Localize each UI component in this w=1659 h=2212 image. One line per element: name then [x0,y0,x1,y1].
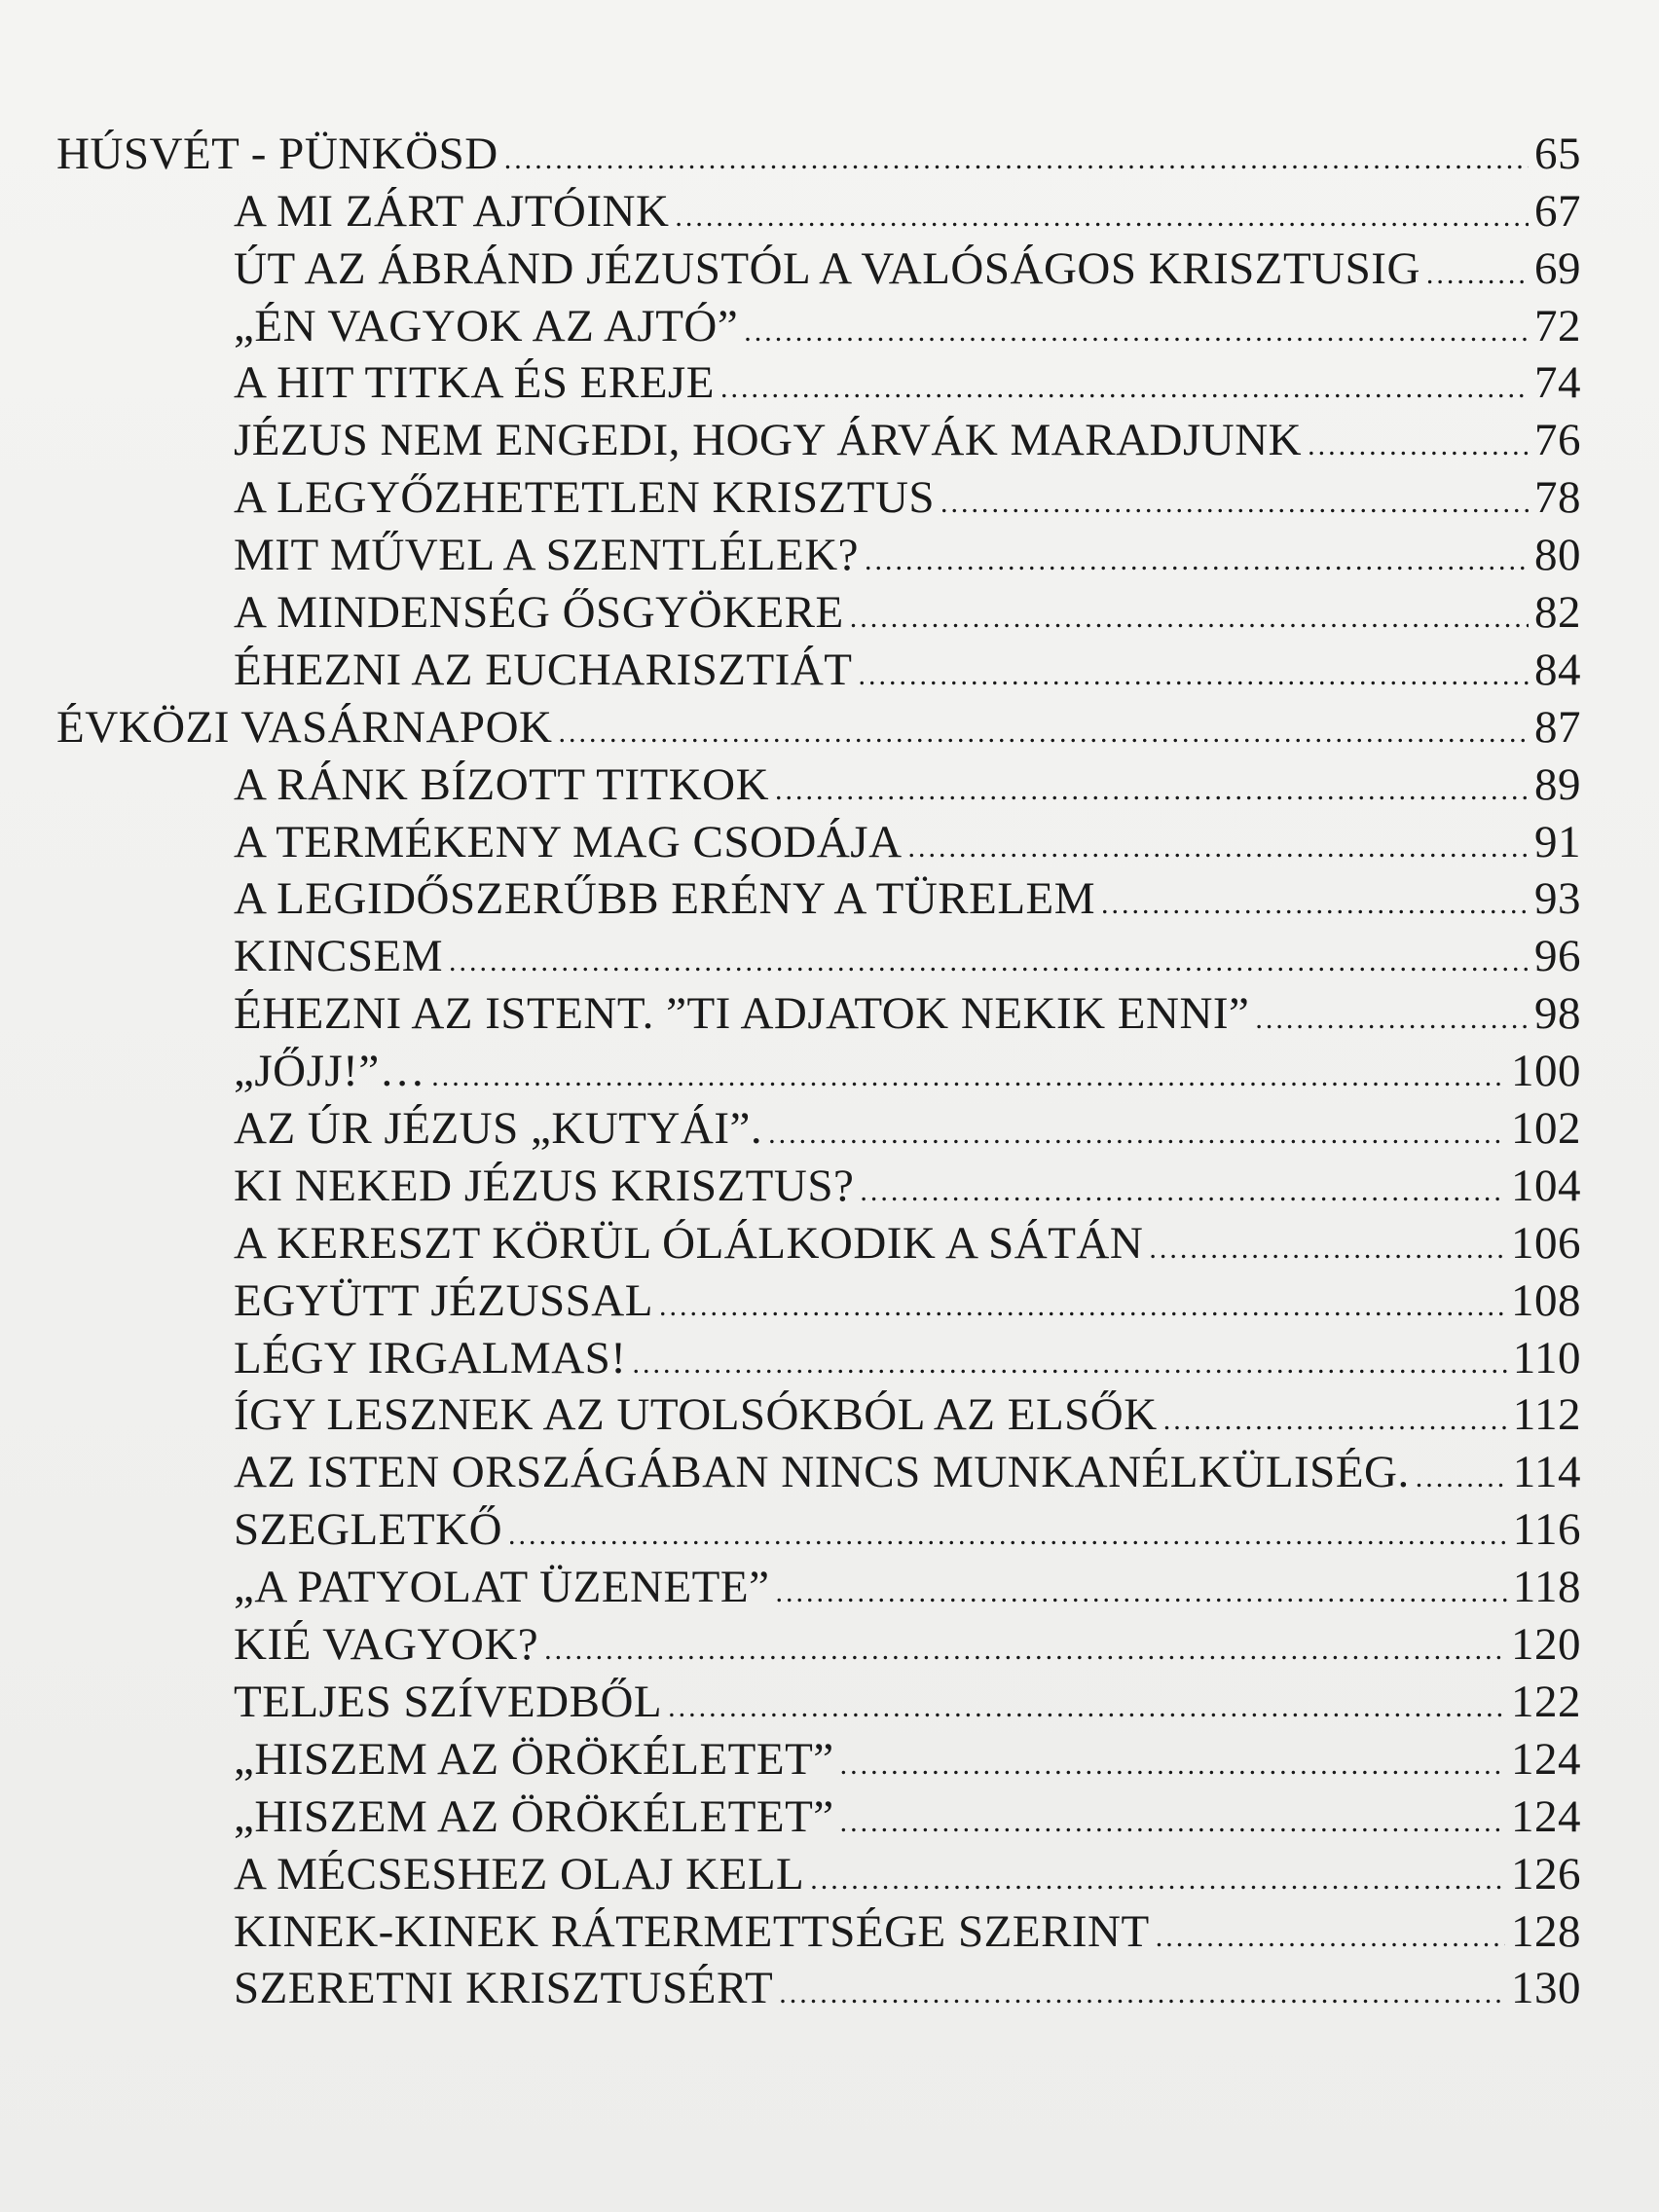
toc-page-number: 124 [1511,1790,1581,1842]
dot-leader [908,826,1529,870]
toc-entry-title: MIT MŰVEL A SZENTLÉLEK? [234,530,860,581]
toc-entry-title: ÉVKÖZI VASÁRNAPOK [56,701,553,753]
toc-page-number: 108 [1511,1274,1581,1326]
toc-page-number: 87 [1534,701,1581,753]
toc-entry [0,1500,1659,1558]
toc-entry-title: SZEGLETKŐ [234,1504,503,1556]
toc-entry [0,1730,1659,1788]
toc-page-number: 74 [1534,357,1581,409]
toc-entry [0,1558,1659,1615]
toc-entry [0,182,1659,240]
dot-leader [810,1858,1505,1902]
toc-page-number: 69 [1534,242,1581,294]
toc-entry-title: KIÉ VAGYOK? [234,1619,539,1671]
toc-entry [0,1902,1659,1960]
dot-leader [775,1570,1506,1615]
toc-entry-title: ÉHEZNI AZ ISTENT. ”TI ADJATOK NEKIK ENNI” [234,988,1250,1040]
toc-page-number: 89 [1534,758,1581,810]
toc-page-number: 116 [1512,1504,1581,1556]
dot-leader [668,1685,1505,1730]
toc-entry-title: A TERMÉKENY MAG CSODÁJA [234,816,903,867]
toc-page-number: 114 [1512,1447,1581,1498]
dot-leader [504,137,1529,182]
toc-page-number: 84 [1534,644,1581,695]
toc-page-number: 67 [1534,185,1581,237]
dot-leader [508,1513,1507,1558]
toc-page-number: 118 [1512,1562,1581,1613]
dot-leader [1416,1456,1507,1500]
toc-entry [0,1272,1659,1329]
toc-page-number: 65 [1534,128,1581,179]
toc-page-number: 120 [1511,1619,1581,1671]
toc-entry [0,813,1659,870]
dot-leader [1101,882,1529,927]
toc-entry-title: ÉHEZNI AZ EUCHARISZTIÁT [234,644,853,695]
toc-entry [0,927,1659,984]
toc-page-number: 128 [1511,1905,1581,1957]
dot-leader [860,1169,1505,1214]
dot-leader [865,538,1529,583]
toc-entry-title: A RÁNK BÍZOTT TITKOK [234,758,770,810]
toc-entry [0,1788,1659,1845]
dot-leader [1163,1398,1507,1443]
toc-page-number: 122 [1511,1676,1581,1727]
toc-page-number: 124 [1511,1733,1581,1785]
toc-entry [0,1845,1659,1902]
toc-page-number: 98 [1534,988,1581,1040]
toc-page-number: 102 [1511,1103,1581,1155]
toc-entry [0,984,1659,1042]
toc-entry [0,1099,1659,1157]
toc-entry-title: A MI ZÁRT AJTÓINK [234,185,670,237]
toc-page-number: 106 [1511,1217,1581,1269]
toc-entry-title: „HISZEM AZ ÖRÖKÉLETET” [234,1733,834,1785]
toc-entry [0,870,1659,928]
toc-page-number: 110 [1512,1332,1581,1383]
toc-page-number: 100 [1511,1046,1581,1097]
toc-entry [0,240,1659,297]
dot-leader [850,596,1529,641]
toc-entry [0,526,1659,583]
dot-leader [632,1342,1506,1386]
toc-entry-title: A LEGYŐZHETETLEN KRISZTUS [234,472,936,524]
toc-entry [0,1960,1659,2017]
dot-leader [858,653,1529,698]
toc-entry-title: A KERESZT KÖRÜL ÓLÁLKODIK A SÁTÁN [234,1217,1144,1269]
toc-entry [0,1042,1659,1099]
table-of-contents [0,125,1659,2016]
toc-entry-title: „ÉN VAGYOK AZ AJTÓ” [234,300,739,351]
toc-entry [0,354,1659,412]
dot-leader [779,1972,1505,2016]
toc-page-number: 76 [1534,415,1581,466]
toc-entry-title: ÍGY LESZNEK AZ UTOLSÓKBÓL AZ ELSŐK [234,1389,1158,1441]
dot-leader [840,1800,1505,1845]
toc-entry [0,583,1659,641]
toc-entry-title: KINCSEM [234,931,444,982]
toc-page-number: 112 [1512,1389,1581,1441]
toc-page-number: 126 [1511,1848,1581,1899]
dot-leader [449,940,1529,984]
dot-leader [940,481,1529,526]
toc-entry-title: AZ ISTEN ORSZÁGÁBAN NINCS MUNKANÉLKÜLISÉG. [234,1447,1410,1498]
toc-entry-title: KINEK-KINEK RÁTERMETTSÉGE SZERINT [234,1905,1150,1957]
toc-page-number: 72 [1534,300,1581,351]
toc-entry-title: A MINDENSÉG ŐSGYÖKERE [234,587,844,639]
toc-entry-title: AZ ÚR JÉZUS „KUTYÁI”. [234,1103,763,1155]
dot-leader [675,195,1529,240]
toc-entry-title: A MÉCSESHEZ OLAJ KELL [234,1848,805,1899]
toc-entry-title: HÚSVÉT - PÜNKÖSD [56,128,498,179]
toc-entry-title: KI NEKED JÉZUS KRISZTUS? [234,1160,855,1211]
toc-entry-title: „JŐJJ!”… [234,1046,426,1097]
toc-entry [0,1443,1659,1500]
dot-leader [720,366,1529,411]
toc-entry [0,1214,1659,1272]
toc-entry [0,1157,1659,1214]
toc-page-number: 104 [1511,1160,1581,1211]
toc-entry [0,1615,1659,1673]
dot-leader [558,711,1529,756]
toc-entry-title: A LEGIDŐSZERŰBB ERÉNY A TÜRELEM [234,873,1096,925]
dot-leader [775,768,1529,813]
toc-entry-title: ÚT AZ ÁBRÁND JÉZUSTÓL A VALÓSÁGOS KRISZTUSIG [234,242,1420,294]
dot-leader [744,310,1529,354]
toc-section-heading [0,125,1659,182]
toc-page-number: 130 [1511,1963,1581,2014]
dot-leader [1156,1915,1505,1960]
toc-entry-title: EGYÜTT JÉZUSSAL [234,1274,653,1326]
dot-leader [544,1628,1505,1673]
toc-entry [0,468,1659,526]
dot-leader [1149,1227,1505,1272]
dot-leader [1308,424,1529,468]
dot-leader [768,1112,1505,1157]
toc-entry-title: TELJES SZÍVEDBŐL [234,1676,663,1727]
toc-section-heading [0,698,1659,756]
toc-page-number: 78 [1534,472,1581,524]
dot-leader [659,1284,1505,1329]
dot-leader [1255,997,1529,1042]
toc-page-number: 80 [1534,530,1581,581]
toc-entry-title: A HIT TITKA ÉS EREJE [234,357,715,409]
toc-page-number: 82 [1534,587,1581,639]
toc-entry-title: JÉZUS NEM ENGEDI, HOGY ÁRVÁK MARADJUNK [234,415,1303,466]
toc-entry-title: SZERETNI KRISZTUSÉRT [234,1963,774,2014]
toc-entry-title: „A PATYOLAT ÜZENETE” [234,1562,770,1613]
toc-entry-title: „HISZEM AZ ÖRÖKÉLETET” [234,1790,834,1842]
toc-page-number: 96 [1534,931,1581,982]
toc-entry [0,411,1659,468]
dot-leader [1426,252,1529,297]
dot-leader [840,1743,1505,1788]
dot-leader [431,1054,1505,1099]
toc-entry [0,297,1659,354]
toc-entry [0,641,1659,698]
toc-page-number: 93 [1534,873,1581,925]
toc-entry [0,1673,1659,1730]
toc-entry-title: LÉGY IRGALMAS! [234,1332,627,1383]
toc-page-number: 91 [1534,816,1581,867]
toc-entry [0,756,1659,813]
toc-entry [0,1329,1659,1386]
toc-entry [0,1386,1659,1444]
